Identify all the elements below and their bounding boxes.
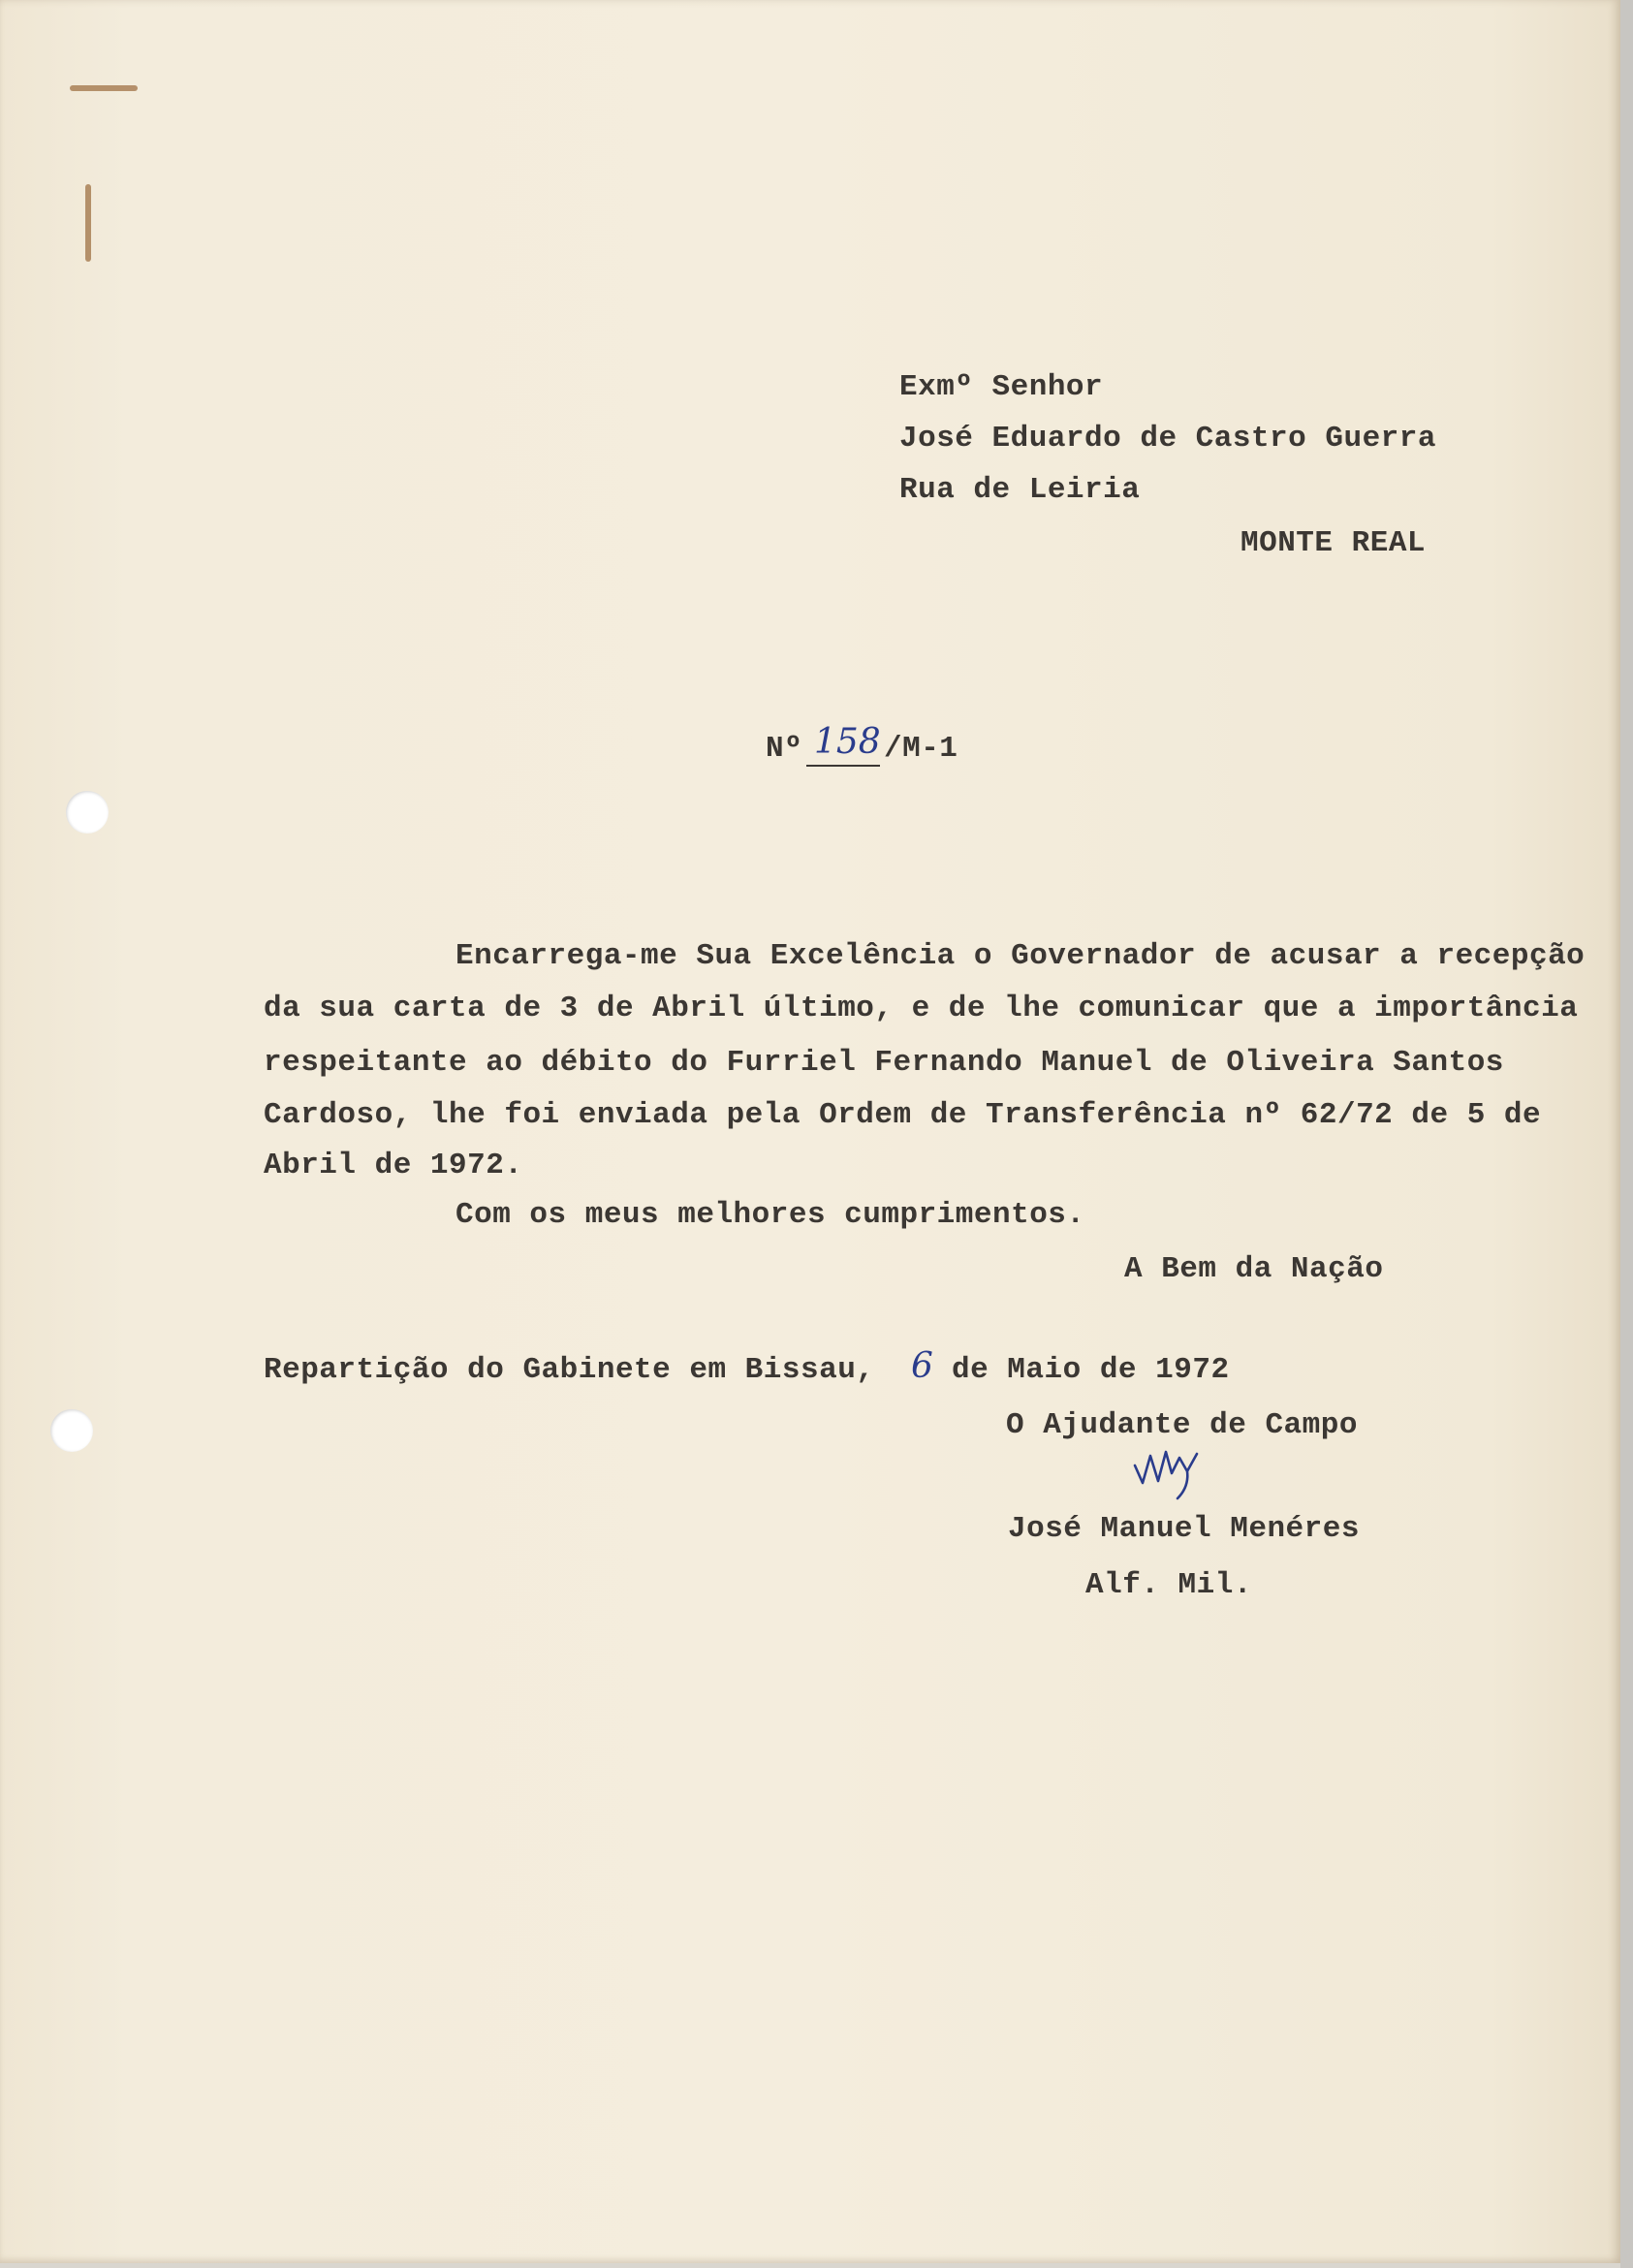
date-line-suffix: de Maio de 1972 xyxy=(952,1353,1230,1387)
recipient-salutation: Exmº Senhor xyxy=(899,370,1104,404)
recipient-street: Rua de Leiria xyxy=(899,473,1141,507)
recipient-name: José Eduardo de Castro Guerra xyxy=(899,422,1436,456)
body-line: respeitante ao débito do Furriel Fernando Manuel de Oliveira Santos xyxy=(264,1046,1504,1080)
signatory-title: O Ajudante de Campo xyxy=(1006,1408,1358,1442)
punch-hole xyxy=(66,791,109,834)
date-line-prefix: Repartição do Gabinete em Bissau, xyxy=(264,1353,875,1387)
body-line: Cardoso, lhe foi enviada pela Ordem de Transferência nº 62/72 de 5 de xyxy=(264,1098,1542,1132)
recipient-town: MONTE REAL xyxy=(1240,526,1427,560)
date-day-handwritten: 6 xyxy=(911,1346,933,1386)
handwritten-signature xyxy=(1129,1444,1236,1502)
body-line: Abril de 1972. xyxy=(264,1149,523,1182)
staple-mark xyxy=(85,184,91,262)
punch-hole xyxy=(50,1409,93,1452)
reference-suffix: /M-1 xyxy=(884,732,958,766)
reference-blank-line xyxy=(806,765,880,767)
motto-line: A Bem da Nação xyxy=(1124,1252,1384,1286)
reference-prefix: Nº xyxy=(766,732,803,766)
body-line: Encarrega-me Sua Excelência o Governador de acusar a recepção xyxy=(455,939,1586,973)
closing-line: Com os meus melhores cumprimentos. xyxy=(455,1198,1085,1232)
body-line: da sua carta de 3 de Abril último, e de lhe comunicar que a importância xyxy=(264,992,1579,1025)
signatory-rank: Alf. Mil. xyxy=(1085,1568,1252,1602)
staple-mark xyxy=(70,85,138,91)
page-edge xyxy=(1620,0,1633,2268)
reference-number-handwritten: 158 xyxy=(814,722,881,762)
signatory-name: José Manuel Menéres xyxy=(1008,1512,1360,1546)
